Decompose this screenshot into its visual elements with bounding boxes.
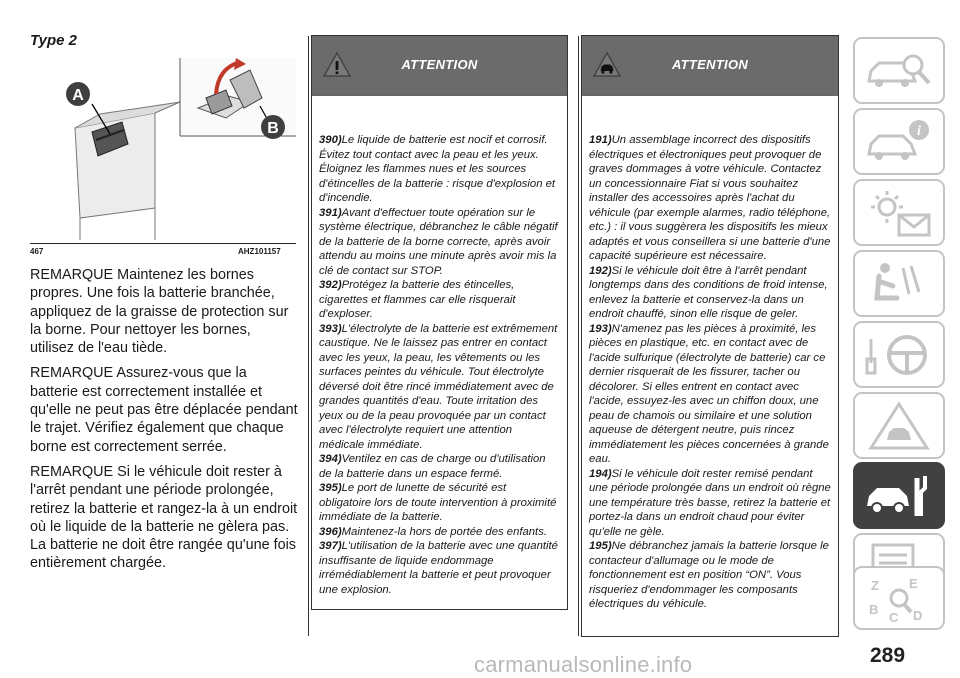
note-text: N'amenez pas les pièces à proximité, les pièces en plastique, etc. en contact avec de l'acide sulfurique (électrolyte de batterie) car ce dernier risquerait de les fissurer, tacher ou décolorer. Si elles entrent en contact avec l'acide, essuyez-les avec un chiffon doux, une peau de chamois ou similaire et une solution aqueuse de détergent neutre, puis rincez immédiatement les pièces concernées à grande eau. <box>589 322 829 465</box>
figure-number: 467 <box>30 247 44 256</box>
attention-note <box>319 322 560 453</box>
attention-note <box>319 481 560 525</box>
note-number: 195) <box>589 540 612 552</box>
figure-code: AHZ101157 <box>238 247 281 256</box>
attention-note <box>319 539 560 597</box>
attention-note <box>589 133 831 264</box>
note-number: 194) <box>589 467 612 480</box>
svg-text:i: i <box>917 124 921 139</box>
index-search-icon <box>863 574 935 626</box>
battery-figure <box>30 58 296 240</box>
attention-note <box>589 467 831 540</box>
attention-box-right <box>581 35 839 637</box>
note-text: Ventilez en cas de charge ou d'utilisation de la batterie dans un espace fermé. <box>319 453 546 480</box>
remark-paragraph: REMARQUE Maintenez les bornes propres. Une fois la batterie branchée, appliquez de la graisse de protection sur la borne. Pour nettoyer les bornes, utilisez de l'eau tiède. <box>30 267 289 357</box>
watermark: carmanualsonline.info <box>474 652 693 677</box>
tab-car-tools[interactable] <box>853 462 945 529</box>
note-number: 193) <box>589 322 612 335</box>
note-text: L'utilisation de la batterie avec une quantité insuffisante de liquide endommage irrémédiablement la batterie et peut provoquer une explosion. <box>319 540 558 596</box>
car-tools-icon <box>863 470 935 522</box>
note-text: Avant d'effectuer toute opération sur le système électrique, débranchez le câble négatif de la batterie de la borne correcte, après avoir attendu au moins une minute après avoir mis la clé de contact sur STOP. <box>319 206 558 277</box>
tab-steering[interactable] <box>853 321 945 388</box>
tab-car-info[interactable] <box>853 108 945 175</box>
note-number: 393) <box>319 322 342 335</box>
svg-text:C: C <box>889 610 899 625</box>
attention-notes-right <box>582 96 838 612</box>
note-number: 394) <box>319 453 342 465</box>
page-number: 289 <box>870 644 906 667</box>
steering-wheel-icon <box>863 329 935 381</box>
car-warning-icon <box>863 400 935 452</box>
note-number: 392) <box>319 279 342 291</box>
warning-lights-message-icon <box>863 187 935 239</box>
note-text: Si le véhicule doit rester remisé pendant une période prolongée dans un endroit où règne une température très basse, retirez la batterie et portez-la dans un endroit chaud pour éviter qu'elle ne gèle. <box>589 467 831 538</box>
note-text: Le port de lunette de sécurité est obligatoire lors de toute intervention à proximité immédiate de la batterie. <box>319 482 557 523</box>
svg-text:E: E <box>909 576 918 591</box>
note-number: 397) <box>319 540 342 552</box>
note-number: 390) <box>319 134 342 146</box>
tab-index[interactable] <box>853 566 945 630</box>
note-text: Protégez la batterie des étincelles, cigarettes et flammes car elle risquerait d'exploser. <box>319 279 516 320</box>
attention-note <box>319 525 560 540</box>
svg-text:B: B <box>869 602 879 617</box>
tab-warning-lights[interactable] <box>853 179 945 246</box>
attention-title: ATTENTION <box>671 57 749 72</box>
note-text: Maintenez-la hors de portée des enfants. <box>341 525 547 538</box>
attention-note <box>319 133 560 206</box>
section-title: Type 2 <box>30 32 77 49</box>
attention-note <box>589 322 831 467</box>
svg-text:Z: Z <box>871 578 879 593</box>
label-b: B <box>267 120 279 137</box>
attention-box-left <box>311 35 568 610</box>
car-info-icon <box>863 116 935 168</box>
svg-text:D: D <box>913 608 923 623</box>
tab-car-warning[interactable] <box>853 392 945 459</box>
label-a: A <box>72 87 84 104</box>
note-text: Le liquide de batterie est nocif et corrosif. Évitez tout contact avec la peau et les yeux. Éloignez les flammes nues et les sources d'étincelles de la batterie : risque d'explosion et d'incendie. <box>319 134 556 204</box>
column-divider <box>308 36 309 636</box>
attention-title: ATTENTION <box>401 57 478 72</box>
remark-paragraph: REMARQUE Assurez-vous que la batterie est correctement installée et qu'elle ne peut pas être déplacée pendant le trajet. Vérifiez également que chaque borne est correctement serrée. <box>30 365 298 455</box>
note-number: 391) <box>319 206 342 219</box>
attention-header <box>312 36 567 96</box>
attention-note <box>589 539 831 612</box>
attention-notes-left <box>312 96 567 597</box>
note-text: Un assemblage incorrect des dispositifs électriques et électroniques peut provoquer de graves dommages à votre véhicule. Contactez un concessionnaire Fiat si vous souhaitez installer des accessoires après l'achat du véhicule (par exemple alarmes, radio téléphone, etc.) : il vous suggèrera les dispositifs les mieux adaptés et vous conseillera si une batterie d'une capacité supérieure est nécessaire. <box>589 134 831 262</box>
car-search-icon <box>863 45 935 97</box>
attention-note <box>319 278 560 322</box>
attention-note <box>319 206 560 279</box>
attention-note <box>589 264 831 322</box>
battery-terminal-illustration <box>30 58 296 240</box>
note-text: L'électrolyte de la batterie est extrêmement caustique. Ne le laissez pas entrer en contact avec les yeux, la peau, les vêtements ou les surfaces peintes du véhicule. Tout électrolyte déversé doit être rincé immédiatement avec de grandes quantités d'eau. Toute irritation des yeux ou de la peau provoquée par un contact avec l'électrolyte requiert une attention médicale immédiate. <box>319 322 558 451</box>
remarks-text <box>30 266 298 580</box>
note-number: 191) <box>589 134 612 146</box>
seat-airbag-icon <box>863 258 935 310</box>
note-text: Ne débranchez jamais la batterie lorsque le contacteur d'allumage ou le mode de fonctionnement est en position “ON”. Vous risqueriez d'endommager les composants électriques du véhicule. <box>589 540 829 610</box>
note-number: 396) <box>319 525 342 538</box>
attention-header <box>582 36 838 96</box>
note-number: 192) <box>589 264 612 277</box>
tab-seat-airbag[interactable] <box>853 250 945 317</box>
remark-paragraph: REMARQUE Si le véhicule doit rester à l'arrêt pendant une période prolongée, retirez la batterie et rangez-la à un endroit où le liquide de la batterie ne gèlera pas. La batterie ne doit être rangée qu'une fois entièrement chargée. <box>30 463 298 572</box>
note-text: Si le véhicule doit être à l'arrêt pendant longtemps dans des conditions de froid intense, enlevez la batterie et conservez-la dans un endroit chauffé, sinon elle risque de geler. <box>589 264 828 320</box>
note-number: 395) <box>319 482 342 494</box>
figure-rule <box>30 243 296 244</box>
column-divider <box>578 36 579 636</box>
tab-car-search[interactable] <box>853 37 945 104</box>
attention-note <box>319 452 560 481</box>
